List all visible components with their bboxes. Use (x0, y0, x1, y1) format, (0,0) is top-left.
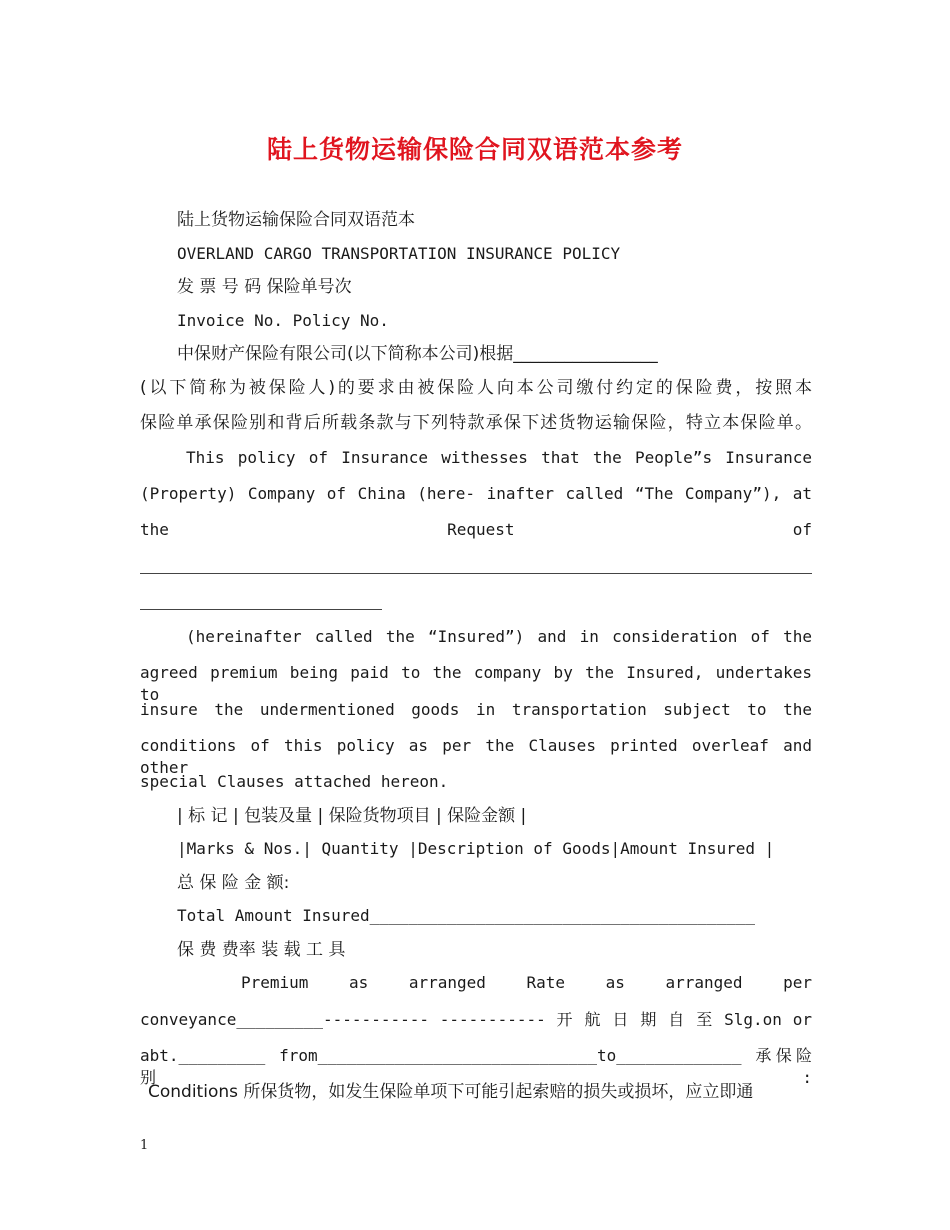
page-number: 1 (140, 1138, 149, 1153)
invoice-policy-en: Invoice No. Policy No. (177, 311, 389, 330)
blank-rule-2 (140, 609, 382, 610)
conditions-line: Conditions 所保货物，如发生保险单项下可能引起索赔的损失或损坏，应立即通 (148, 1082, 754, 1102)
doc-subtitle-en: OVERLAND CARGO TRANSPORTATION INSURANCE POLICY (177, 244, 621, 263)
preamble-en-1: This policy of Insurance withesses that the People”s Insurance (186, 448, 812, 467)
preamble-en-3: the Request of (140, 520, 812, 539)
table-header-en: |Marks & Nos.| Quantity |Description of Goods|Amount Insured | (177, 839, 775, 858)
blank-rule-1 (140, 573, 812, 574)
sailing-date-line: abt._________ from_____________________________to_____________ 承保险别: (140, 1046, 812, 1087)
page-title: 陆上货物运输保险合同双语范本参考 (266, 135, 683, 164)
conveyance-line: conveyance_________----------- ----------- 开 航 日 期 自 至 Slg.on or (140, 1010, 812, 1029)
clause-en-3: insure the undermentioned goods in transportation subject to the (140, 700, 812, 719)
preamble-en-2: (Property) Company of China (here- inafter called “The Company”), at (140, 484, 812, 503)
total-amount-cn: 总 保 险 金 额: (177, 873, 290, 893)
clause-en-5: special Clauses attached hereon. (140, 772, 449, 791)
total-amount-en: Total Amount Insured________________________________________ (177, 906, 755, 925)
premium-rate-en: Premium as arranged Rate as arranged per (241, 973, 812, 992)
premium-rate-cn: 保 费 费率 装 载 工 具 (177, 940, 346, 960)
table-header-cn: | 标 记 | 包装及量 | 保险货物项目 | 保险金额 | (177, 806, 527, 826)
preamble-cn-2: 保险单承保险别和背后所载条款与下列特款承保下述货物运输保险，特立本保险单。 (140, 413, 812, 433)
clause-en-4: conditions of this policy as per the Clauses printed overleaf and other (140, 736, 812, 777)
insurer-line-cn: 中保财产保险有限公司(以下简称本公司)根据_________________ (177, 344, 658, 364)
clause-en-1: (hereinafter called the “Insured”) and in consideration of the (186, 627, 812, 646)
doc-subtitle-cn: 陆上货物运输保险合同双语范本 (177, 210, 415, 230)
preamble-cn-1: (以下简称为被保险人)的要求由被保险人向本公司缴付约定的保险费，按照本 (140, 378, 812, 398)
invoice-policy-cn: 发 票 号 码 保险单号次 (177, 277, 352, 297)
clause-en-2: agreed premium being paid to the company by the Insured, undertakes to (140, 663, 812, 704)
